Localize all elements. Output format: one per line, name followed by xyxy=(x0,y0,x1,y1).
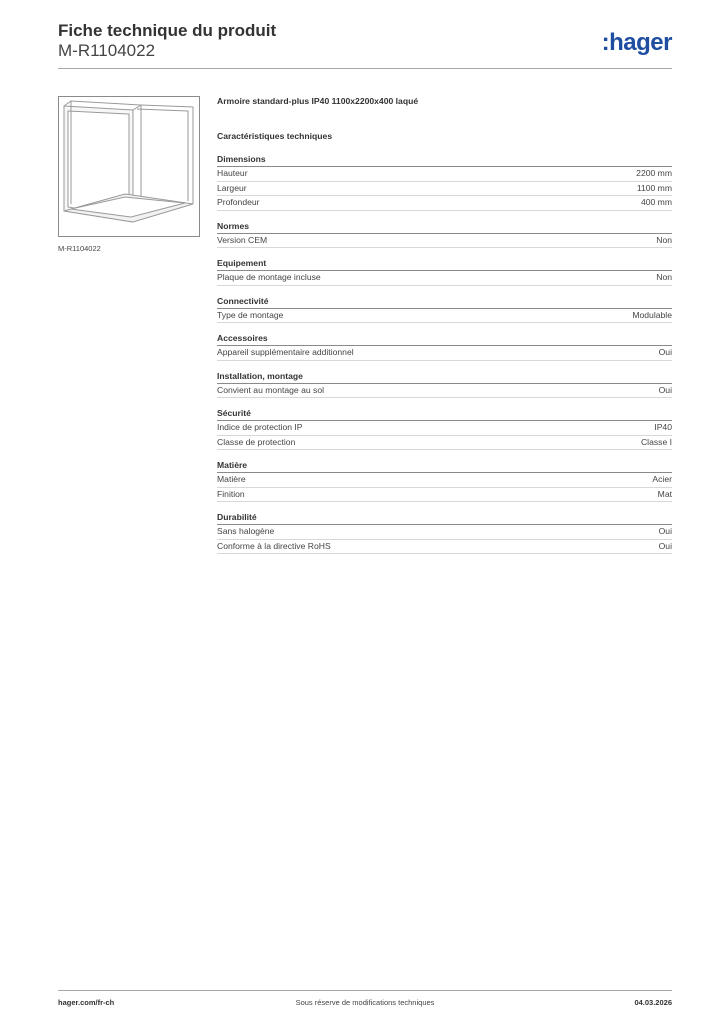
spec-label: Conforme à la directive RoHS xyxy=(217,540,331,551)
spec-group xyxy=(217,459,672,502)
spec-row xyxy=(217,488,672,503)
spec-group-title: Dimensions xyxy=(217,153,672,167)
spec-group xyxy=(217,511,672,554)
spec-label: Convient au montage au sol xyxy=(217,384,325,395)
spec-label: Appareil supplémentaire additionnel xyxy=(217,347,354,357)
spec-value: Mat xyxy=(657,488,672,499)
spec-label: Profondeur xyxy=(217,197,260,207)
spec-label: Indice de protection IP xyxy=(217,422,303,432)
spec-label: Classe de protection xyxy=(217,436,296,447)
spec-group xyxy=(217,370,672,399)
spec-group xyxy=(217,332,672,361)
footer-website: hager.com/fr-ch xyxy=(58,998,115,1007)
spec-group xyxy=(217,153,672,211)
spec-group-title: Durabilité xyxy=(217,511,672,525)
spec-content xyxy=(217,94,672,563)
spec-group-title: Accessoires xyxy=(217,332,672,346)
spec-value: Acier xyxy=(652,474,672,484)
spec-value: 400 mm xyxy=(640,197,672,207)
spec-group xyxy=(217,257,672,286)
page-footer xyxy=(58,998,672,1012)
spec-row xyxy=(217,346,672,361)
spec-label: Version CEM xyxy=(217,234,268,245)
spec-value: Oui xyxy=(658,540,672,551)
spec-group xyxy=(217,220,672,249)
cabinet-frame-image xyxy=(59,97,199,236)
spec-value: 1100 mm xyxy=(636,182,672,193)
spec-label: Plaque de montage incluse xyxy=(217,272,321,282)
spec-row xyxy=(217,384,672,399)
spec-group-title: Matière xyxy=(217,459,672,473)
spec-row xyxy=(217,309,672,324)
footer-divider xyxy=(58,990,672,991)
spec-label: Matière xyxy=(217,474,246,484)
spec-row xyxy=(217,182,672,197)
page-header xyxy=(58,20,672,70)
footer-date: 04.03.2026 xyxy=(634,998,672,1007)
spec-row xyxy=(217,540,672,555)
spec-value: 2200 mm xyxy=(636,168,672,178)
spec-row xyxy=(217,436,672,451)
spec-row xyxy=(217,234,672,249)
page-title: Fiche technique du produit xyxy=(58,21,277,40)
spec-value: IP40 xyxy=(654,422,672,432)
spec-label: Hauteur xyxy=(217,168,248,178)
spec-value: Classe I xyxy=(640,436,672,447)
spec-group-title: Normes xyxy=(217,220,672,234)
spec-label: Finition xyxy=(217,488,245,499)
spec-groups xyxy=(217,153,672,554)
spec-group-title: Connectivité xyxy=(217,295,672,309)
spec-row xyxy=(217,196,672,211)
spec-row xyxy=(217,525,672,540)
footer-notice: Sous réserve de modifications techniques xyxy=(295,998,435,1007)
spec-label: Type de montage xyxy=(217,309,284,320)
header-divider xyxy=(58,68,672,69)
spec-group-title: Sécurité xyxy=(217,407,672,421)
spec-value: Non xyxy=(656,234,672,245)
spec-value: Modulable xyxy=(632,309,672,320)
spec-group xyxy=(217,295,672,324)
spec-row xyxy=(217,167,672,182)
product-name: Armoire standard-plus IP40 1100x2200x400 laqué xyxy=(217,96,419,106)
spec-value: Non xyxy=(656,272,672,282)
product-image xyxy=(58,96,200,237)
image-caption: M-R1104022 xyxy=(58,244,101,253)
spec-value: Oui xyxy=(658,384,672,395)
product-reference: M-R1104022 xyxy=(58,41,156,60)
spec-value: Oui xyxy=(658,347,672,357)
spec-row xyxy=(217,271,672,286)
spec-row xyxy=(217,473,672,488)
spec-group-title: Installation, montage xyxy=(217,370,672,384)
spec-label: Largeur xyxy=(217,182,247,193)
spec-group-title: Equipement xyxy=(217,257,672,271)
spec-label: Sans halogène xyxy=(217,526,275,536)
spec-value: Oui xyxy=(658,526,672,536)
spec-row xyxy=(217,421,672,436)
spec-group xyxy=(217,407,672,450)
section-heading: Caractéristiques techniques xyxy=(217,131,333,141)
hager-logo: :hager xyxy=(601,29,672,56)
